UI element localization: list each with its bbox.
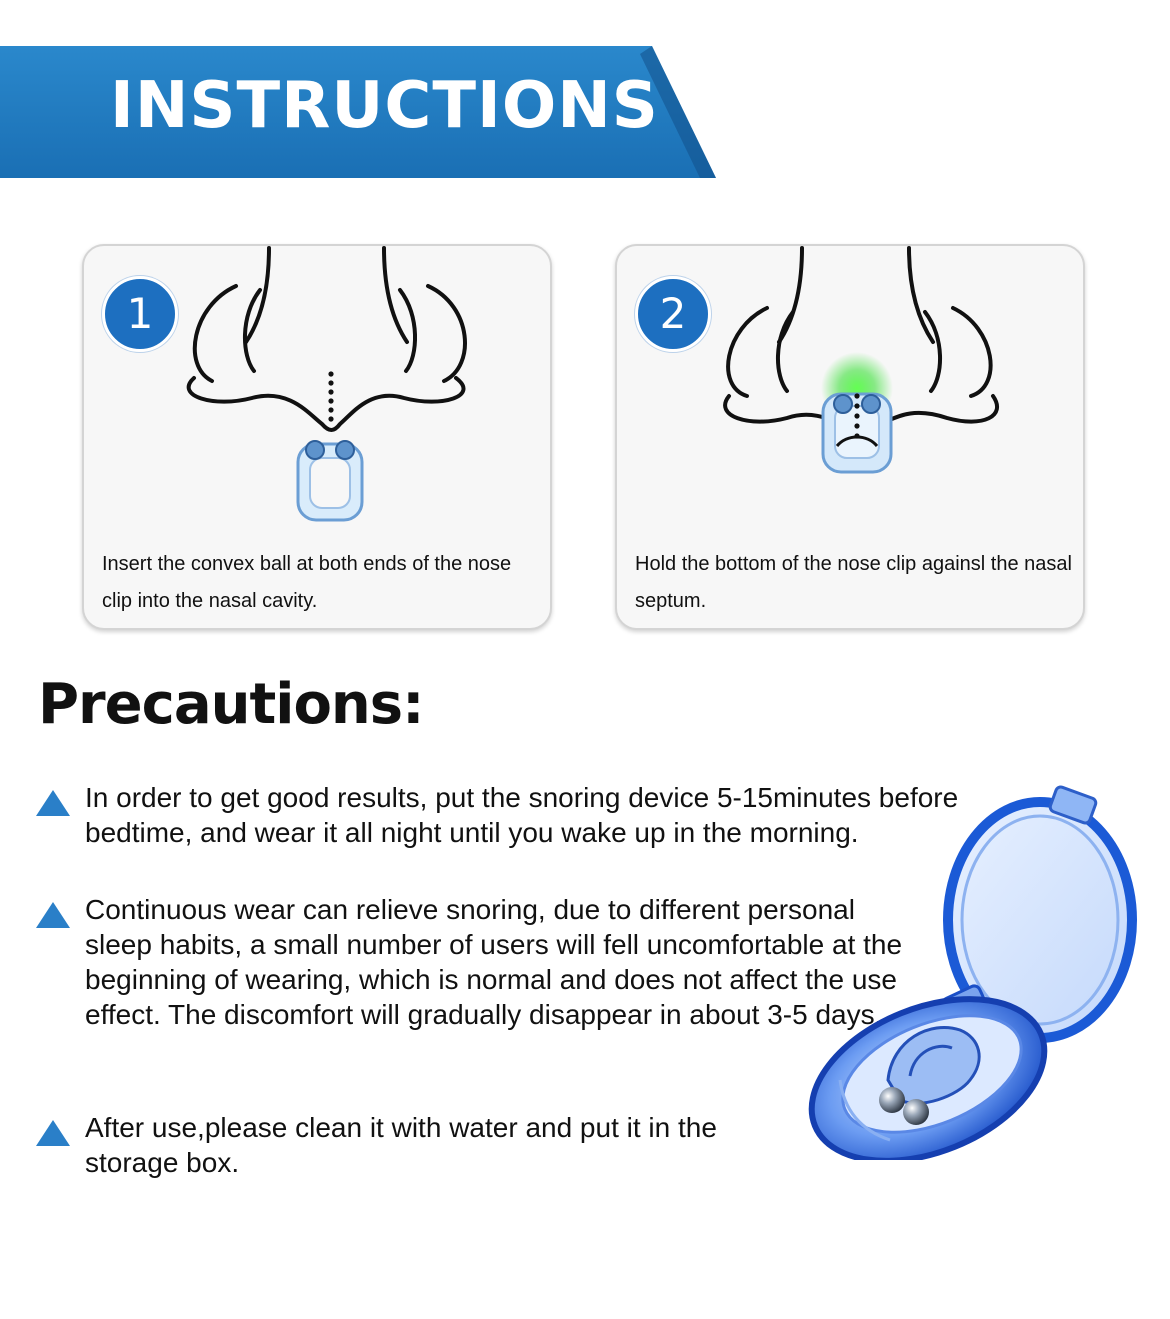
triangle-bullet-icon bbox=[36, 1120, 70, 1146]
precaution-text: In order to get good results, put the snoring device 5-15minutes before bedtime, and wear it all night until you wake up in the morning. bbox=[85, 782, 959, 848]
precautions-heading: Precautions: bbox=[38, 672, 424, 737]
precaution-text: After use,please clean it with water and put it in the storage box. bbox=[85, 1112, 717, 1178]
page-title: INSTRUCTIONS bbox=[110, 69, 659, 143]
triangle-bullet-icon bbox=[36, 790, 70, 816]
step-1-description: Insert the convex ball at both ends of the nose clip into the nasal cavity. bbox=[102, 553, 512, 612]
instructions-banner bbox=[0, 46, 720, 178]
storage-case-image bbox=[800, 780, 1150, 1160]
precaution-text: Continuous wear can relieve snoring, due to different personal sleep habits, a small number of users will fell uncomfortable at the beginning of wearing, which is normal and does not affect the use effect. The discomfort will gradually disappear in about 3-5 days. bbox=[85, 894, 903, 1030]
step-card-1 bbox=[82, 244, 552, 630]
step-number-badge: 1 bbox=[102, 276, 178, 352]
triangle-bullet-icon bbox=[36, 902, 70, 928]
step-number-badge: 2 bbox=[635, 276, 711, 352]
step-2-description: Hold the bottom of the nose clip againsl the nasal septum. bbox=[635, 553, 1072, 612]
step-card-2 bbox=[615, 244, 1085, 630]
